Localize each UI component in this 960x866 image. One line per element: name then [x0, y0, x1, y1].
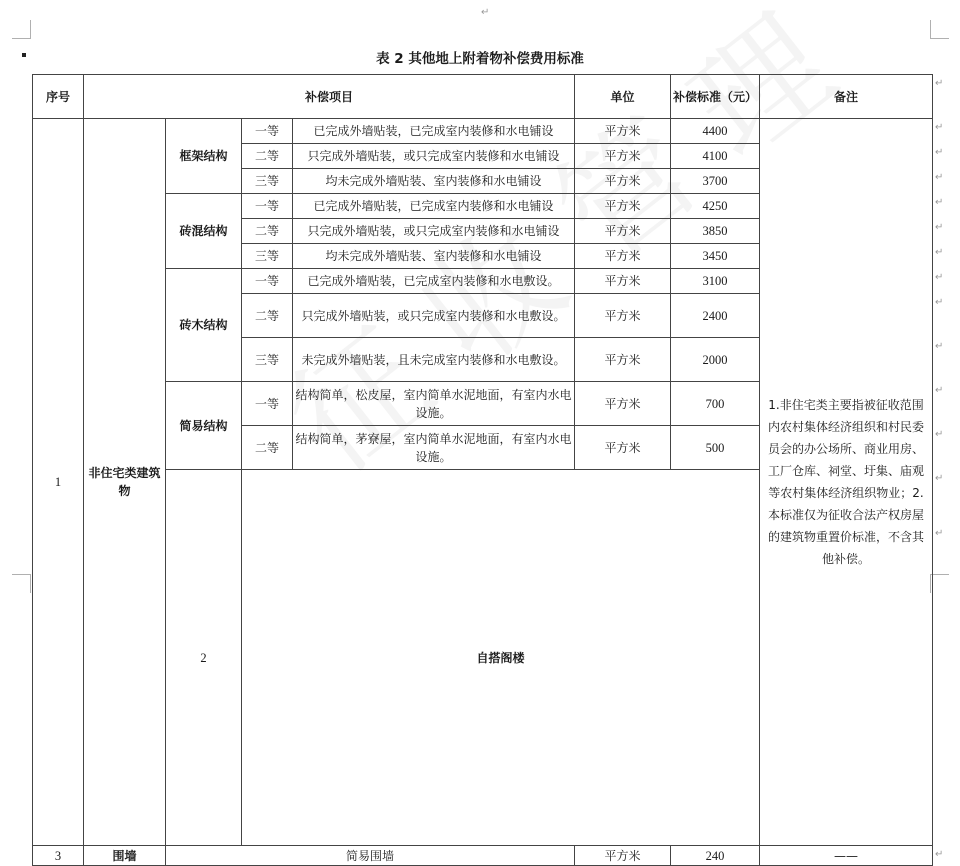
- table-row: [33, 846, 933, 866]
- row1-remark: 1.非住宅类主要指被征收范围内农村集体经济组织和村民委员会的办公场所、商业用房、工厂仓库、祠堂、圩集、庙观等农村集体经济组织物业；2.本标准仅为征收合法产权房屋的建筑物重置价标准，不含其他补偿。: [760, 119, 933, 846]
- row-end-mark-icon: ↵: [935, 121, 944, 133]
- unit: 平方米: [575, 244, 671, 269]
- description: 只完成外墙贴装，或只完成室内装修和水电铺设: [293, 219, 575, 244]
- price: 3100: [671, 269, 760, 294]
- price: 3700: [671, 169, 760, 194]
- row-end-mark-icon: ↵: [935, 246, 944, 258]
- grade: 一等: [242, 269, 293, 294]
- grade: 一等: [242, 382, 293, 426]
- row2-seq: 2: [166, 470, 242, 846]
- price: 2400: [671, 294, 760, 338]
- row1-category: 非住宅类建筑物: [84, 119, 166, 846]
- page-corner-bottom-left: [12, 574, 31, 593]
- price: 3450: [671, 244, 760, 269]
- row3-description: 简易围墙: [166, 846, 575, 866]
- table-row: [33, 119, 933, 144]
- row-end-mark-icon: ↵: [935, 146, 944, 158]
- description: 结构简单，茅寮屋，室内简单水泥地面，有室内水电设施。: [293, 426, 575, 470]
- group-name: 砖混结构: [166, 194, 242, 269]
- page-corner-top-right: [930, 20, 949, 39]
- description: 均未完成外墙贴装、室内装修和水电铺设: [293, 244, 575, 269]
- row-end-mark-icon: ↵: [935, 848, 944, 860]
- unit: 平方米: [575, 169, 671, 194]
- page-corner-top-left: [12, 20, 31, 39]
- row2-item: 自搭阁楼: [242, 470, 760, 846]
- grade: 一等: [242, 119, 293, 144]
- unit: 平方米: [575, 846, 671, 866]
- grade: 一等: [242, 194, 293, 219]
- table-title: 表 2 其他地上附着物补偿费用标准: [376, 51, 584, 67]
- description: 已完成外墙贴装，已完成室内装修和水电敷设。: [293, 269, 575, 294]
- unit: 平方米: [575, 338, 671, 382]
- row-end-mark-icon: ↵: [935, 77, 944, 89]
- price: 700: [671, 382, 760, 426]
- unit: 平方米: [575, 269, 671, 294]
- row-end-mark-icon: ↵: [935, 296, 944, 308]
- unit: 平方米: [575, 119, 671, 144]
- price: 4250: [671, 194, 760, 219]
- row-end-mark-icon: ↵: [935, 221, 944, 233]
- unit: 平方米: [575, 382, 671, 426]
- unit: 平方米: [575, 294, 671, 338]
- paragraph-mark-icon: ↵: [481, 7, 490, 18]
- grade: 三等: [242, 338, 293, 382]
- description: 未完成外墙贴装，且未完成室内装修和水电敷设。: [293, 338, 575, 382]
- price: 4400: [671, 119, 760, 144]
- group-name: 框架结构: [166, 119, 242, 194]
- header-remark: 备注: [760, 75, 933, 119]
- remark: ——: [760, 846, 933, 866]
- unit: 平方米: [575, 194, 671, 219]
- row-end-mark-icon: ↵: [935, 527, 944, 539]
- row-end-mark-icon: ↵: [935, 384, 944, 396]
- description: 只完成外墙贴装，或只完成室内装修和水电铺设: [293, 144, 575, 169]
- row-end-mark-icon: ↵: [935, 340, 944, 352]
- header-unit: 单位: [575, 75, 671, 119]
- price: 4100: [671, 144, 760, 169]
- header-item: 补偿项目: [84, 75, 575, 119]
- price: 500: [671, 426, 760, 470]
- row-end-mark-icon: ↵: [935, 196, 944, 208]
- row1-seq: 1: [33, 119, 84, 846]
- unit: 平方米: [575, 426, 671, 470]
- description: 已完成外墙贴装，已完成室内装修和水电铺设: [293, 119, 575, 144]
- group-name: 砖木结构: [166, 269, 242, 382]
- unit: 平方米: [575, 219, 671, 244]
- unit: 平方米: [575, 144, 671, 169]
- row3-seq: 3: [33, 846, 84, 866]
- grade: 三等: [242, 244, 293, 269]
- header-standard: 补偿标准（元）: [671, 75, 760, 119]
- grade: 二等: [242, 294, 293, 338]
- grade: 二等: [242, 144, 293, 169]
- header-seq: 序号: [33, 75, 84, 119]
- price: 2000: [671, 338, 760, 382]
- price: 3850: [671, 219, 760, 244]
- grade: 二等: [242, 219, 293, 244]
- row3-item: 围墙: [84, 846, 166, 866]
- row-end-mark-icon: ↵: [935, 171, 944, 183]
- compensation-table: [32, 74, 933, 866]
- description: 结构简单，松皮屋，室内简单水泥地面，有室内水电设施。: [293, 382, 575, 426]
- header-row: [33, 75, 933, 119]
- grade: 三等: [242, 169, 293, 194]
- description: 均未完成外墙贴装、室内装修和水电铺设: [293, 169, 575, 194]
- grade: 二等: [242, 426, 293, 470]
- description: 只完成外墙贴装，或只完成室内装修和水电敷设。: [293, 294, 575, 338]
- row-end-mark-icon: ↵: [935, 472, 944, 484]
- description: 已完成外墙贴装，已完成室内装修和水电铺设: [293, 194, 575, 219]
- row-end-mark-icon: ↵: [935, 271, 944, 283]
- price: 240: [671, 846, 760, 866]
- group-name: 简易结构: [166, 382, 242, 470]
- row-end-mark-icon: ↵: [935, 428, 944, 440]
